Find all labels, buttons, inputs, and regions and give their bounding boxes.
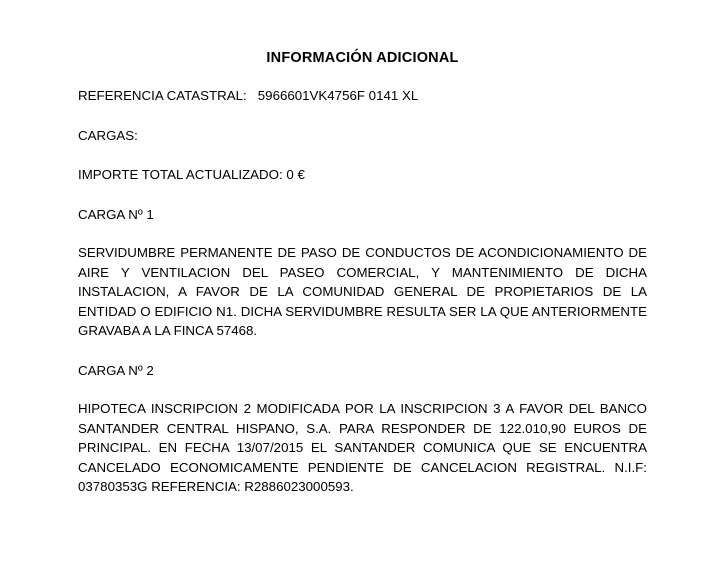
- charge-1-body: SERVIDUMBRE PERMANENTE DE PASO DE CONDUCTOS DE ACONDICIONAMIENTO DE AIRE Y VENTILACION DEL PASEO COMERCIAL, Y MANTENIMIENTO DE DICHA INSTALACION, A FAVOR DE LA COMUNIDAD GENERAL DE PROPIETARIOS DE LA ENTIDAD O EDIFICIO N1. DICHA SERVIDUMBRE RESULTA SER LA QUE ANTERIORMENTE GRAVABA A LA FINCA 57468.: [78, 245, 651, 338]
- charge-1-heading: CARGA Nº 1: [78, 206, 154, 222]
- document-page: [0, 50, 725, 581]
- charge-2-heading: CARGA Nº 2: [78, 362, 154, 378]
- field-importe-total-actualizado: IMPORTE TOTAL ACTUALIZADO: 0 €: [78, 167, 305, 182]
- charge-2-body: HIPOTECA INSCRIPCION 2 MODIFICADA POR LA INSCRIPCION 3 A FAVOR DEL BANCO SANTANDER CENTRAL HISPANO, S.A. PARA RESPONDER DE 122.010,90 EUROS DE PRINCIPAL. EN FECHA 13/07/2015 EL SANTANDER COMUNICA QUE SE ENCUENTRA CANCELADO ECONOMICAMENTE PENDIENTE DE CANCELACION REGISTRAL. N.I.F: 03780353G REFERENCIA: R2886023000593.: [78, 401, 651, 494]
- page-title: INFORMACIÓN ADICIONAL: [266, 50, 459, 66]
- field-cargas: CARGAS:: [78, 127, 138, 143]
- field-referencia-catastral: REFERENCIA CATASTRAL: 5966601VK4756F 0141 XL: [78, 88, 419, 103]
